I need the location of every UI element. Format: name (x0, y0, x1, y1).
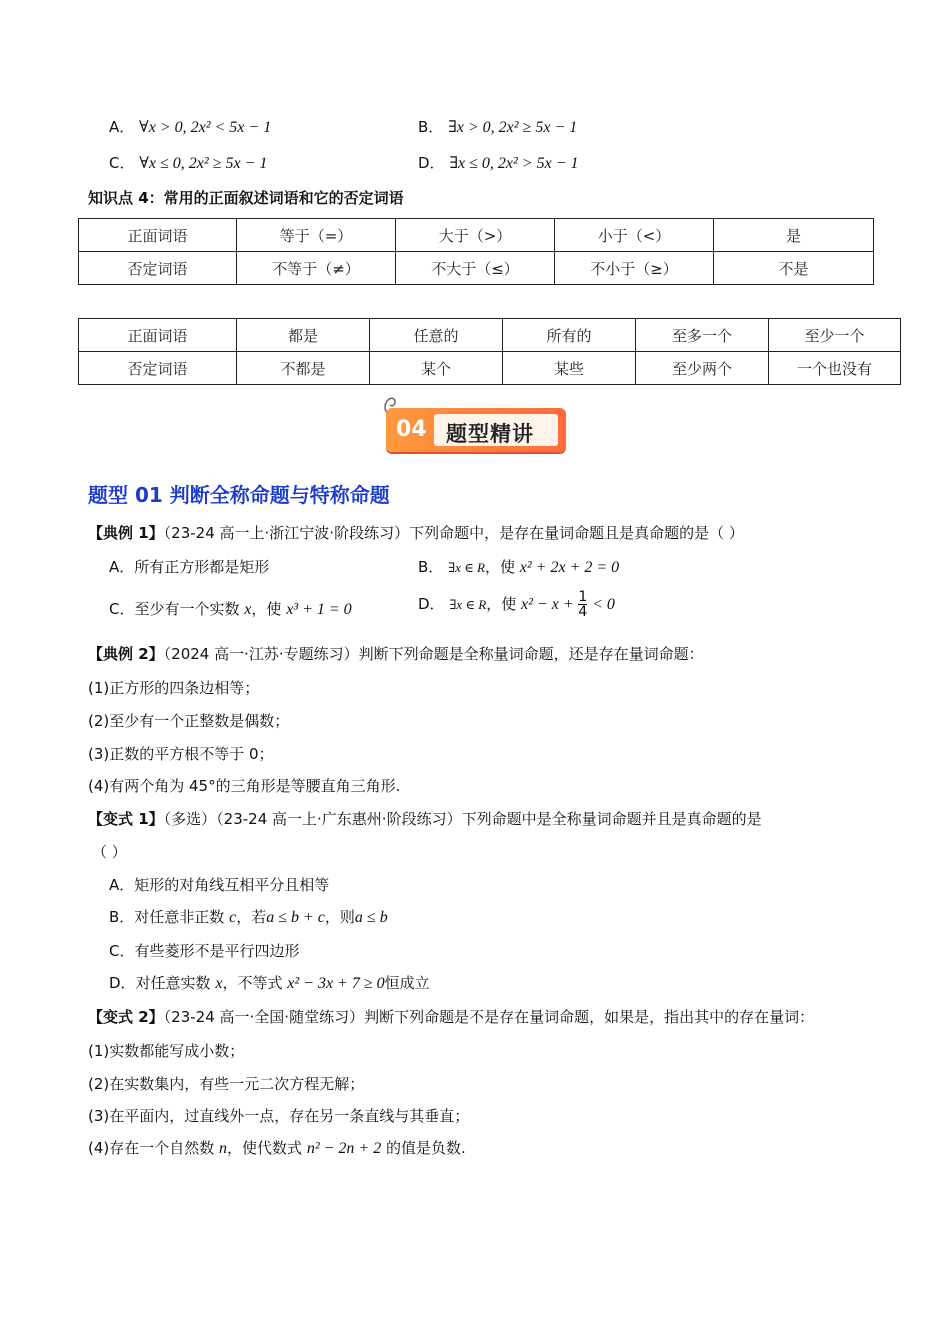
list-item: (3)在平面内，过直线外一点，存在另一条直线与其垂直； (88, 1107, 470, 1125)
example-2-stem: 【典例 2】（2024 高一·江苏·专题练习）判断下列命题是全称量词命题，还是存在量词命题： (88, 645, 704, 663)
table-cell: 否定词语 (79, 352, 237, 385)
option-a (109, 116, 271, 137)
math-expression: ∃x > 0, 2x² ≥ 5x − 1 (448, 119, 578, 136)
list-item: (4)存在一个自然数 n，使代数式 n² − 2n + 2 的值是负数. (88, 1139, 466, 1157)
list-item: (4)有两个角为 45°的三角形是等腰直角三角形. (88, 777, 401, 795)
table-cell: 某些 (503, 352, 636, 385)
table-row (79, 319, 901, 352)
fraction: $\frac{1}{4}$ (578, 589, 588, 620)
table-cell: 任意的 (370, 319, 503, 352)
table-cell: 不大于（≤） (396, 252, 555, 285)
table-cell: 大于（>） (396, 219, 555, 252)
variant-1-option-b: B．对任意非正数 c，若a ≤ b + c，则a ≤ b (109, 908, 388, 926)
example-text: （23-24 高一上·浙江宁波·阶段练习）下列命题中，是存在量词命题且是真命题的是（ ） (163, 524, 744, 542)
example-1-stem (88, 522, 744, 543)
table-cell: 至少两个 (636, 352, 769, 385)
option-letter: A． (109, 118, 135, 136)
math-expression: ∀x ≤ 0, 2x² ≥ 5x − 1 (139, 155, 268, 172)
math-expression: ∀x > 0, 2x² < 5x − 1 (139, 119, 272, 136)
option-letter: C． (109, 154, 135, 172)
list-item: (2)至少有一个正整数是偶数； (88, 712, 290, 730)
variant-1-option-c: C．有些菱形不是平行四边形 (109, 942, 300, 960)
table-cell: 不是 (714, 252, 874, 285)
list-item: (1)实数都能写成小数； (88, 1042, 245, 1060)
option-c (109, 152, 267, 173)
section-badge (386, 408, 568, 454)
table-row (79, 252, 874, 285)
option-b (418, 116, 577, 137)
table-cell: 是 (714, 219, 874, 252)
table-cell: 都是 (237, 319, 370, 352)
badge-number: 04 (396, 417, 427, 442)
table-cell: 不小于（≥） (555, 252, 714, 285)
math-expression: ∃x ≤ 0, 2x² > 5x − 1 (449, 155, 579, 172)
table-cell: 否定词语 (79, 252, 237, 285)
table-cell: 至多一个 (636, 319, 769, 352)
table-cell: 一个也没有 (769, 352, 901, 385)
variant-2-stem: 【变式 2】（23-24 高一·全国·随堂练习）判断下列命题是不是存在量词命题，如果是，指出其中的存在量词： (88, 1008, 815, 1026)
table-row (79, 219, 874, 252)
example-1-option-b: B． ∃x ∈ R，使 x² + 2x + 2 = 0 (418, 558, 620, 576)
example-1-option-d: D． ∃x ∈ R，使 x² − x + $\frac{1}{4}$ < 0 (418, 589, 615, 620)
example-1-option-c: C．至少有一个实数 x，使 x³ + 1 = 0 (109, 600, 352, 618)
table-cell: 正面词语 (79, 219, 237, 252)
example-1-option-a: A．所有正方形都是矩形 (109, 558, 270, 576)
variant-1-option-a: A．矩形的对角线互相平分且相等 (109, 876, 330, 894)
table-cell: 正面词语 (79, 319, 237, 352)
section-title: 题型 01 判断全称命题与特称命题 (88, 483, 390, 507)
list-item: (2)在实数集内，有些一元二次方程无解； (88, 1075, 365, 1093)
table-cell: 某个 (370, 352, 503, 385)
answer-parentheses: （ ） (92, 843, 127, 861)
variant-1-option-d: D．对任意实数 x，不等式 x² − 3x + 7 ≥ 0恒成立 (109, 974, 430, 992)
table-cell: 至少一个 (769, 319, 901, 352)
example-label: 【典例 1】 (88, 524, 164, 542)
table-cell: 不等于（≠） (237, 252, 396, 285)
option-d (418, 152, 579, 173)
list-item: (3)正数的平方根不等于 0； (88, 745, 274, 763)
table-cell: 小于（<） (555, 219, 714, 252)
option-letter: D． (418, 154, 445, 172)
knowledge-point-heading: 知识点 4：常用的正面叙述词语和它的否定词语 (88, 189, 404, 207)
option-letter: B． (418, 118, 444, 136)
variant-1-stem: 【变式 1】（多选）（23-24 高一上·广东惠州·阶段练习）下列命题中是全称量词命题并且是真命题的是 (88, 810, 762, 828)
badge-title: 题型精讲 (446, 422, 534, 446)
negation-table-1 (78, 218, 874, 285)
table-row (79, 352, 901, 385)
table-cell: 所有的 (503, 319, 636, 352)
list-item: (1)正方形的四条边相等； (88, 679, 260, 697)
table-cell: 不都是 (237, 352, 370, 385)
table-cell: 等于（=） (237, 219, 396, 252)
negation-table-2 (78, 318, 901, 385)
